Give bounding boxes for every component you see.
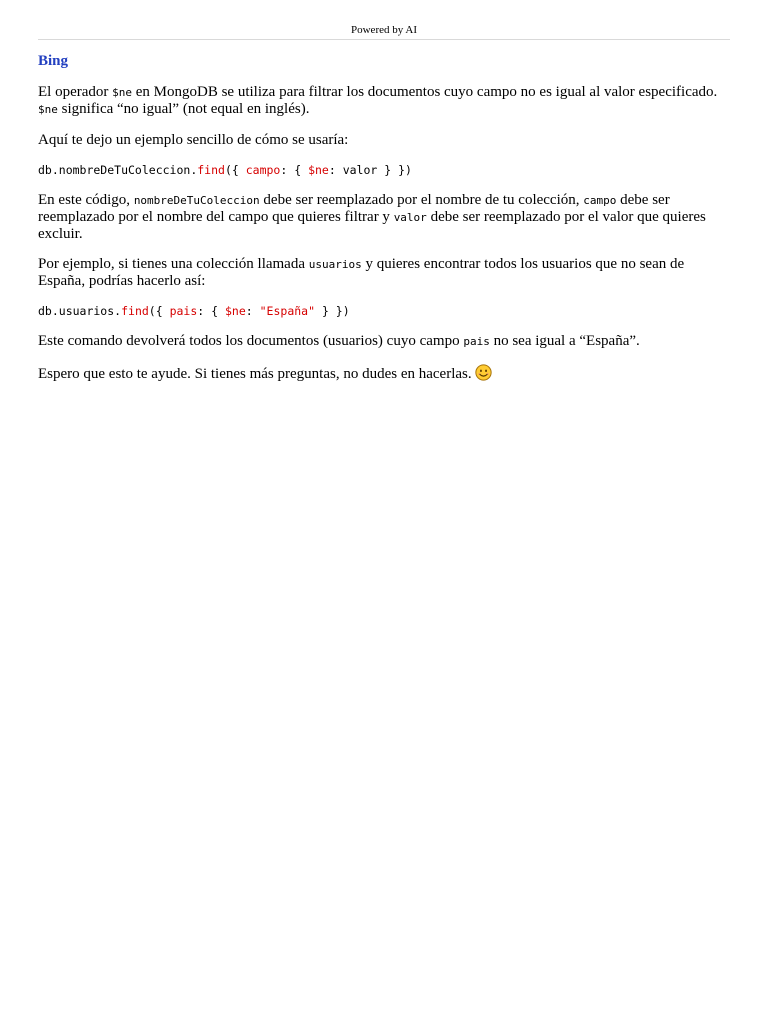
- code-token: db.nombreDeTuColeccion.: [38, 163, 198, 177]
- code-token-function: find: [197, 163, 225, 177]
- paragraph-intro: [38, 84, 730, 118]
- code-token: db.usuarios.: [38, 304, 122, 318]
- chat-message: [38, 52, 730, 396]
- text: En este código,: [38, 192, 134, 208]
- code-token: : {: [197, 304, 225, 318]
- text: significa “no igual” (not equal en inglés).: [57, 101, 310, 117]
- inline-code: $ne: [38, 103, 58, 116]
- inline-code: campo: [583, 194, 617, 207]
- powered-by-header: Powered by AI: [38, 23, 730, 40]
- code-token-field: campo: [245, 163, 281, 177]
- text: debe ser reemplazado por el nombre de tu colección,: [259, 192, 584, 208]
- text: debe ser reemplazado por el nombre del campo que quieres filtrar y: [38, 192, 670, 225]
- code-token: : {: [280, 163, 309, 177]
- text: en MongoDB se utiliza para filtrar los documentos cuyo campo no es igual al valor especificado.: [132, 84, 718, 100]
- code-token-function: find: [121, 304, 149, 318]
- inline-code: usuarios: [308, 258, 362, 271]
- code-token: } }): [315, 304, 350, 318]
- text: y quieres encontrar todos los usuarios que no sean de España, podrías hacerlo así:: [38, 256, 685, 289]
- code-token-field: pais: [169, 304, 198, 318]
- code-token-operator: $ne: [308, 163, 329, 177]
- text: Espero que esto te ayude. Si tienes más preguntas, no dudes en hacerlas.: [38, 366, 472, 382]
- smiling-face-icon: [475, 364, 492, 381]
- code-token-string: "España": [259, 304, 316, 318]
- inline-code: valor: [393, 211, 427, 224]
- paragraph-example-intro: Aquí te dejo un ejemplo sencillo de cómo se usaría:: [38, 132, 349, 148]
- code-token-operator: $ne: [224, 304, 246, 318]
- inline-code: nombreDeTuColeccion: [133, 194, 260, 207]
- code-token: ({: [224, 163, 246, 177]
- paragraph-explanation: [38, 192, 730, 242]
- text: El operador: [38, 84, 113, 100]
- inline-code: pais: [463, 335, 490, 348]
- paragraph-result: [38, 333, 730, 350]
- text: debe ser reemplazado por el valor que quieres excluir.: [38, 209, 706, 242]
- code-example-2: [38, 303, 730, 319]
- text: Este comando devolverá todos los documentos (usuarios) cuyo campo: [38, 333, 464, 349]
- code-token: ({: [148, 304, 170, 318]
- text: no sea igual a “España”.: [489, 333, 640, 349]
- inline-code: $ne: [112, 86, 133, 99]
- paragraph-example: [38, 256, 730, 289]
- code-token: :: [245, 304, 260, 318]
- code-token: : valor } }): [328, 163, 412, 177]
- text: Por ejemplo, si tienes una colección llamada: [38, 256, 309, 272]
- sender-name: Bing: [38, 53, 69, 69]
- code-example-1: [38, 162, 730, 178]
- paragraph-closing: [38, 364, 730, 382]
